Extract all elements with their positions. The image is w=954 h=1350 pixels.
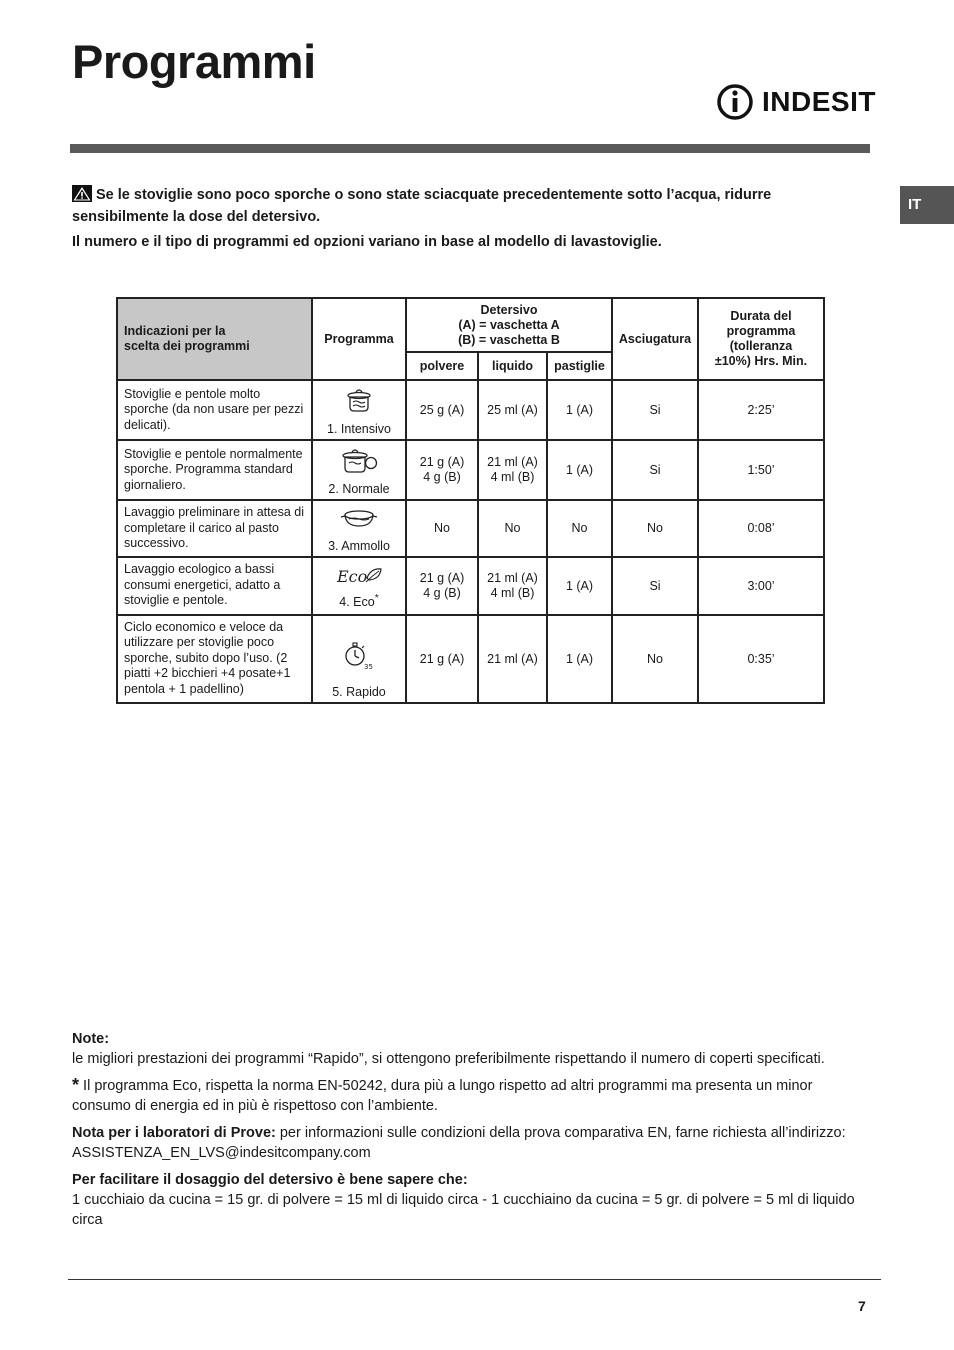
svg-text:Eco: Eco [337,566,368,586]
row-asciugatura: No [612,500,698,557]
soak-bowl-icon [313,505,405,532]
table-row [117,500,824,557]
note-label: Note: [72,1031,110,1047]
row-asciugatura: Si [612,380,698,440]
row-durata: 0:35’ [698,615,824,703]
brand-logo [716,82,876,122]
row-liquido: No [478,500,547,557]
row-durata: 3:00’ [698,557,824,615]
table-row [117,557,824,615]
row-durata: 2:25’ [698,380,824,440]
row-indicazione: Stoviglie e pentole normalmente sporche. Programma standard giornaliero. [117,440,312,500]
stopwatch-minutes: 35 [364,662,373,670]
table-row [117,615,824,703]
dosage-label: Per facilitare il dosaggio del detersivo è bene sapere che: [72,1172,468,1188]
programs-table [116,297,825,704]
row-polvere: 21 g (A) 4 g (B) [406,440,478,500]
row-pastiglie: No [547,500,612,557]
stopwatch-icon [313,640,405,673]
row-pastiglie: 1 (A) [547,615,612,703]
eco-note-asterisk: * [72,1075,80,1095]
header-detersivo: Detersivo (A) = vaschetta A (B) = vaschetta B [406,298,612,352]
row-pastiglie: 1 (A) [547,440,612,500]
row-asciugatura: Si [612,557,698,615]
header-programma: Programma [312,298,406,380]
program-label: 2. Normale [328,482,390,496]
row-liquido: 21 ml (A) 4 ml (B) [478,440,547,500]
eco-asterisk: * [374,593,379,605]
header-polvere: polvere [406,352,478,380]
row-liquido: 21 ml (A) [478,615,547,703]
header-durata: Durata del programma (tolleranza ±10%) Hrs. Min. [698,298,824,380]
warning-icon [72,185,92,208]
header-liquido: liquido [478,352,547,380]
note-text: le migliori prestazioni dei programmi “Rapido”, si ottengono preferibilmente rispettando il numero di coperti specificati. [72,1051,825,1067]
row-durata: 0:08’ [698,500,824,557]
row-asciugatura: Si [612,440,698,500]
row-programma [312,557,406,615]
row-programma [312,500,406,557]
row-indicazione: Stoviglie e pentole molto sporche (da non usare per pezzi delicati). [117,380,312,440]
dosage-text: 1 cucchiaio da cucina = 15 gr. di polvere = 15 ml di liquido circa - 1 cucchiaino da cucina = 5 gr. di polvere = 5 ml di liquido circa [72,1192,855,1228]
program-label: 4. Eco* [339,593,379,610]
row-programma [312,380,406,440]
header-divider [70,144,870,153]
row-polvere: 21 g (A) [406,615,478,703]
pot-intensive-icon [313,387,405,416]
notes-section [72,1029,868,1230]
eco-note: * Il programma Eco, rispetta la norma EN-50242, dura più a lungo rispetto ad altri programmi ma presenta un minor consumo di energia ed in più è rispettoso con l’ambiente. [72,1075,813,1114]
lab-note: Nota per i laboratori di Prove: per informazioni sulle condizioni della prova comparativa EN, farne richiesta all’indirizzo: ASSISTENZA_EN_LVS@indesitcompany.com [72,1125,846,1161]
program-label: 1. Intensivo [327,422,391,436]
eco-leaf-icon [313,566,405,589]
row-durata: 1:50’ [698,440,824,500]
row-indicazione: Ciclo economico e veloce da utilizzare per stoviglie poco sporche, subito dopo l’uso. (2 piatti +2 bicchieri +4 posate+1 pentola + 1 padellino) [117,615,312,703]
header-pastiglie: pastiglie [547,352,612,380]
table-row [117,440,824,500]
row-polvere: No [406,500,478,557]
row-polvere: 25 g (A) [406,380,478,440]
page-title: Programmi [72,35,316,88]
program-label: 5. Rapido [332,684,386,699]
table-row [117,380,824,440]
models-note: Il numero e il tipo di programmi ed opzioni variano in base al modello di lavastoviglie. [72,234,662,250]
header-indicazioni: Indicazioni per la scelta dei programmi [117,298,312,380]
row-indicazione: Lavaggio ecologico a bassi consumi energetici, adatto a stoviglie e pentole. [117,557,312,615]
program-label: 3. Ammollo [328,538,390,553]
row-liquido: 21 ml (A) 4 ml (B) [478,557,547,615]
brand-name: INDESIT [762,86,876,117]
pot-normal-icon [313,447,405,478]
row-programma [312,615,406,703]
indesit-i-icon [716,82,754,122]
footer-divider [68,1279,881,1280]
lab-note-label: Nota per i laboratori di Prove: [72,1125,276,1141]
row-asciugatura: No [612,615,698,703]
row-liquido: 25 ml (A) [478,380,547,440]
language-tab: IT [900,186,954,224]
warning-text: Se le stoviglie sono poco sporche o sono state sciacquate precedentemente sotto l’acqua, ridurre sensibilmente la dose del detersivo. [72,187,772,225]
warning-note [72,185,832,227]
row-pastiglie: 1 (A) [547,557,612,615]
header-asciugatura: Asciugatura [612,298,698,380]
row-polvere: 21 g (A) 4 g (B) [406,557,478,615]
row-pastiglie: 1 (A) [547,380,612,440]
page-number: 7 [858,1298,866,1314]
row-indicazione: Lavaggio preliminare in attesa di completare il carico al pasto successivo. [117,500,312,557]
row-programma [312,440,406,500]
